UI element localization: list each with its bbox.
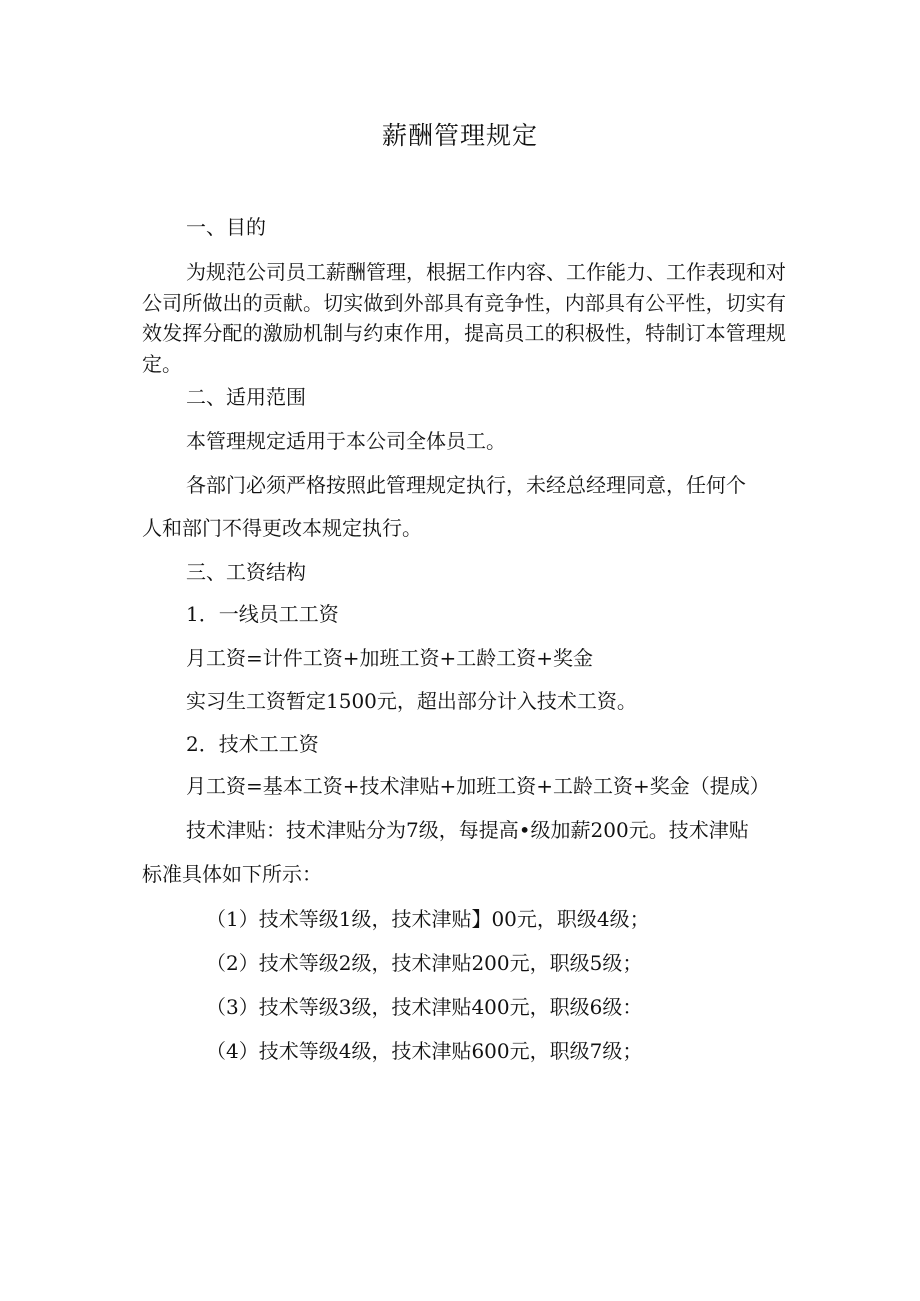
intern-wage-note: 实习生工资暂定1500元，超出部分计入技术工资。 — [186, 689, 637, 713]
section-heading-scope: 二、适用范围 — [186, 385, 306, 409]
purpose-paragraph: 为规范公司员工薪酬管理，根据工作内容、工作能力、工作表现和对公司所做出的贡献。切实做到外部具有竞争性，内部具有公平性，切实有效发挥分配的激励机制与约束作用，提高员工的积极性，特制订本管理规定。 — [142, 260, 786, 376]
document-title: 薪酬管理规定 — [381, 121, 538, 150]
subsection-heading-technical: 2．技术工工资 — [186, 732, 319, 756]
allowance-level-3: （3）技术等级3级，技术津贴400元，职级6级： — [206, 995, 643, 1019]
allowance-level-1: （1）技术等级1级，技术津贴】00元，职级4级； — [206, 907, 650, 931]
allowance-paragraph-line-2: 标准具体如下所示： — [142, 862, 322, 886]
section-heading-wage-structure: 三、工资结构 — [186, 560, 306, 584]
subsection-heading-frontline: 1．一线员工工资 — [186, 602, 339, 626]
allowance-paragraph-line-1: 技术津贴：技术津贴分为7级，每提高•级加薪200元。技术津贴 — [186, 818, 749, 842]
technical-formula: 月工资=基本工资+技术津贴+加班工资+工龄工资+奖金（提成） — [186, 774, 770, 798]
section-heading-purpose: 一、目的 — [186, 215, 266, 239]
scope-paragraph-2-line-1: 各部门必须严格按照此管理规定执行，未经总经理同意，任何个 — [186, 473, 746, 497]
scope-paragraph-2-line-2: 人和部门不得更改本规定执行。 — [142, 516, 422, 540]
scope-paragraph-1: 本管理规定适用于本公司全体员工。 — [186, 429, 506, 453]
allowance-level-4: （4）技术等级4级，技术津贴600元，职级7级； — [206, 1039, 643, 1063]
allowance-level-2: （2）技术等级2级，技术津贴200元，职级5级； — [206, 951, 643, 975]
frontline-formula: 月工资=计件工资+加班工资+工龄工资+奖金 — [186, 646, 594, 670]
